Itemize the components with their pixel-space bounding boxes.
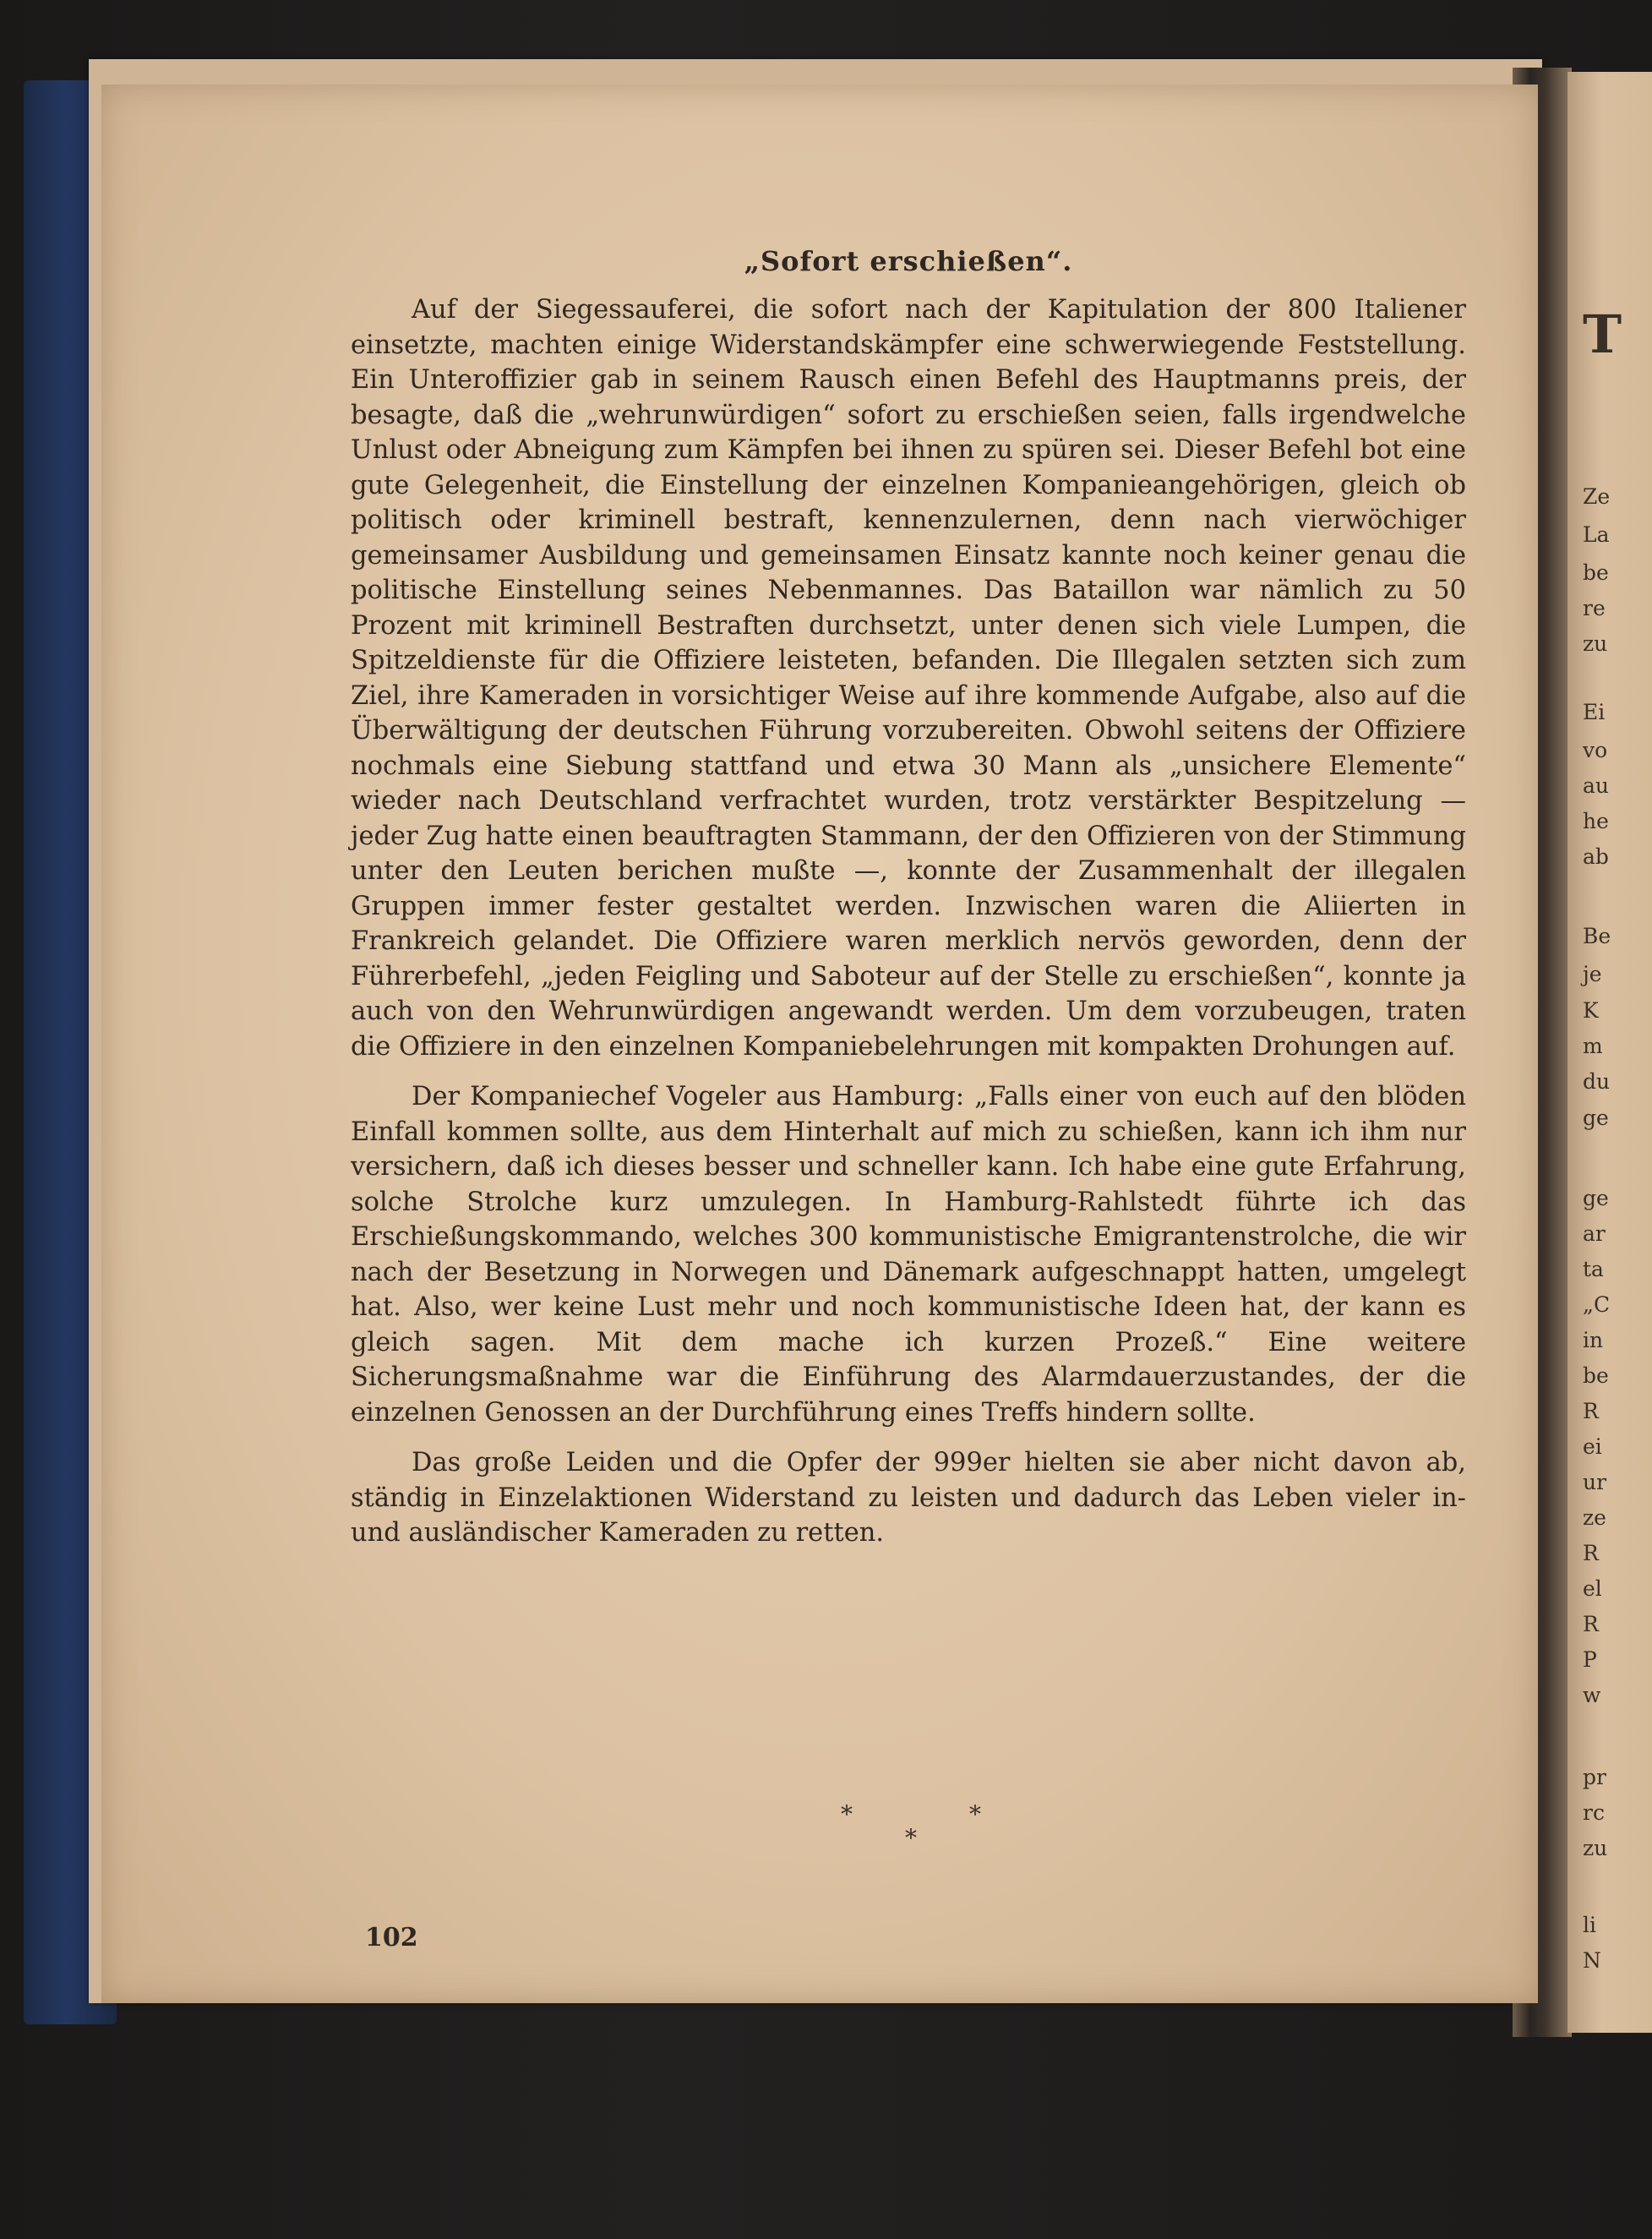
adjacent-page-fragment: w bbox=[1583, 1683, 1601, 1707]
adjacent-page-fragment: ge bbox=[1583, 1186, 1609, 1210]
adjacent-page-fragment: m bbox=[1583, 1034, 1603, 1058]
adjacent-page-fragment: ar bbox=[1583, 1221, 1606, 1246]
adjacent-page-fragment: re bbox=[1583, 596, 1606, 620]
adjacent-page-fragment: R bbox=[1583, 1541, 1599, 1565]
adjacent-page-fragment: in bbox=[1583, 1328, 1604, 1352]
adjacent-page-fragment: ab bbox=[1583, 844, 1609, 869]
adjacent-page-fragment: T bbox=[1583, 303, 1622, 365]
page-number: 102 bbox=[365, 1923, 418, 1952]
adjacent-page-fragment: au bbox=[1583, 773, 1610, 798]
section-title: „Sofort erschießen“. bbox=[744, 245, 1073, 277]
adjacent-page-fragment: el bbox=[1583, 1576, 1602, 1601]
adjacent-page-fragment: Ze bbox=[1583, 484, 1611, 509]
body-paragraph: Das große Leiden und die Opfer der 999er hielten sie aber nicht davon ab, ständig in Einzelaktionen Widerstand zu leisten und dadurch das Leben vieler in- und ausländischer Kameraden zu retten. bbox=[351, 1448, 1466, 1548]
adjacent-page-fragment: he bbox=[1583, 809, 1609, 833]
adjacent-page-fragment: vo bbox=[1583, 738, 1608, 762]
adjacent-page-fragment: P bbox=[1583, 1647, 1597, 1672]
separator-asterisk: * bbox=[905, 1824, 917, 1852]
adjacent-page-fragment: K bbox=[1583, 998, 1599, 1023]
adjacent-page-fragment: „C bbox=[1583, 1292, 1611, 1317]
adjacent-page-fragment: Ei bbox=[1583, 700, 1606, 724]
adjacent-page-fragment: La bbox=[1583, 522, 1610, 547]
adjacent-page-fragment: pr bbox=[1583, 1765, 1606, 1789]
adjacent-page-fragment: be bbox=[1583, 560, 1609, 585]
body-paragraph: Auf der Siegessauferei, die sofort nach der Kapitulation der 800 Italiener einsetzte, machten einige Widerstandskämpfer eine schwerwiegende Feststellung. Ein Unteroffizier gab in seinem Rausch einen Befehl des Hauptmanns preis, der besagte, daß die „wehrunwürdigen“ sofort zu erschießen seien, falls irgendwelche Unlust oder Abneigung zum Kämpfen bei ihnen zu spüren sei. Dieser Befehl bot eine gute Gelegenheit, die Einstellung der einzelnen Kompanieangehörigen, gleich ob politisch oder kriminell bestraft, kennenzulernen, denn nach vierwöchiger gemeinsamer Ausbildung und gemeinsamen Einsatz kannte noch keiner genau die politische Einstellung seines Nebenmannes. Das Bataillon war nämlich zu 50 Prozent mit kriminell Bestraften durchsetzt, unter denen sich viele Lumpen, die Spitzeldienste für die Offiziere leisteten, befanden. Die Illegalen setzten sich zum Ziel, ihre Kameraden in vorsichtiger Weise auf ihre kommende Aufgabe, also auf die Überwältigung der deutschen Führung vorzubereiten. Obwohl seitens der Offiziere nochmals eine Siebung stattfand und etwa 30 Mann als „unsichere Elemente“ wieder nach Deutschland verfrachtet wurden, trotz verstärkter Bespitzelung — jeder Zug hatte einen beauftragten Stammann, der den Offizieren von der Stimmung unter den Leuten berichen mußte —, konnte der Zusammenhalt der illegalen Gruppen immer fester gestaltet werden. Inzwischen waren die Aliierten in Frankreich gelandet. Die Offiziere waren merklich nervös geworden, denn der Führerbefehl, „jeden Feigling und Saboteur auf der Stelle zu erschießen“, konnte ja auch von den Wehrunwürdigen angewandt werden. Um dem vorzubeugen, traten die Offiziere in den einzelnen Kompaniebelehrungen mit kompakten Drohungen auf. bbox=[351, 295, 1466, 1062]
adjacent-page-fragment: R bbox=[1583, 1612, 1599, 1636]
adjacent-page-fragment: Be bbox=[1583, 924, 1611, 948]
adjacent-page-fragment: R bbox=[1583, 1399, 1599, 1423]
adjacent-page-fragment: N bbox=[1583, 1948, 1601, 1973]
adjacent-page-fragment: du bbox=[1583, 1069, 1611, 1094]
adjacent-page-fragment: be bbox=[1583, 1363, 1609, 1388]
adjacent-page-fragment: je bbox=[1583, 962, 1602, 986]
separator-asterisk: * bbox=[841, 1800, 853, 1828]
body-paragraph: Der Kompaniechef Vogeler aus Hamburg: „Falls einer von euch auf den blöden Einfall kommen sollte, aus dem Hinterhalt auf mich zu schießen, kann ich ihm nur versichern, daß ich dieses besser und schneller kann. Ich habe eine gute Erfahrung, solche Strolche kurz umzulegen. In Hamburg-Rahlstedt führte ich das Erschießungskommando, welches 300 kommunistische Emigrantenstrolche, die wir nach der Besetzung in Norwegen und Dänemark aufgeschnappt hatten, umgelegt hat. Also, wer keine Lust mehr und noch kommunistische Ideen hat, der kann es gleich sagen. Mit dem mache ich kurzen Prozeß.“ Eine weitere Sicherungsmaßnahme war die Einführung des Alarmdauerzustandes, der die einzelnen Genossen an der Durchführung eines Treffs hindern sollte. bbox=[351, 1082, 1466, 1428]
adjacent-page-fragment: li bbox=[1583, 1913, 1596, 1937]
page-text-block bbox=[351, 245, 1466, 1566]
adjacent-page bbox=[1567, 72, 1652, 2033]
separator-asterisk: * bbox=[969, 1800, 981, 1828]
adjacent-page-fragment: ze bbox=[1583, 1505, 1606, 1530]
adjacent-page-fragment: ta bbox=[1583, 1257, 1604, 1281]
adjacent-page-fragment: rc bbox=[1583, 1800, 1605, 1825]
adjacent-page-fragment: zu bbox=[1583, 1836, 1608, 1860]
adjacent-page-fragment: zu bbox=[1583, 631, 1608, 656]
adjacent-page-fragment: ge bbox=[1583, 1106, 1609, 1130]
section-separator bbox=[832, 1800, 1001, 1859]
adjacent-page-fragment: ei bbox=[1583, 1434, 1602, 1459]
adjacent-page-fragment: ur bbox=[1583, 1470, 1607, 1494]
